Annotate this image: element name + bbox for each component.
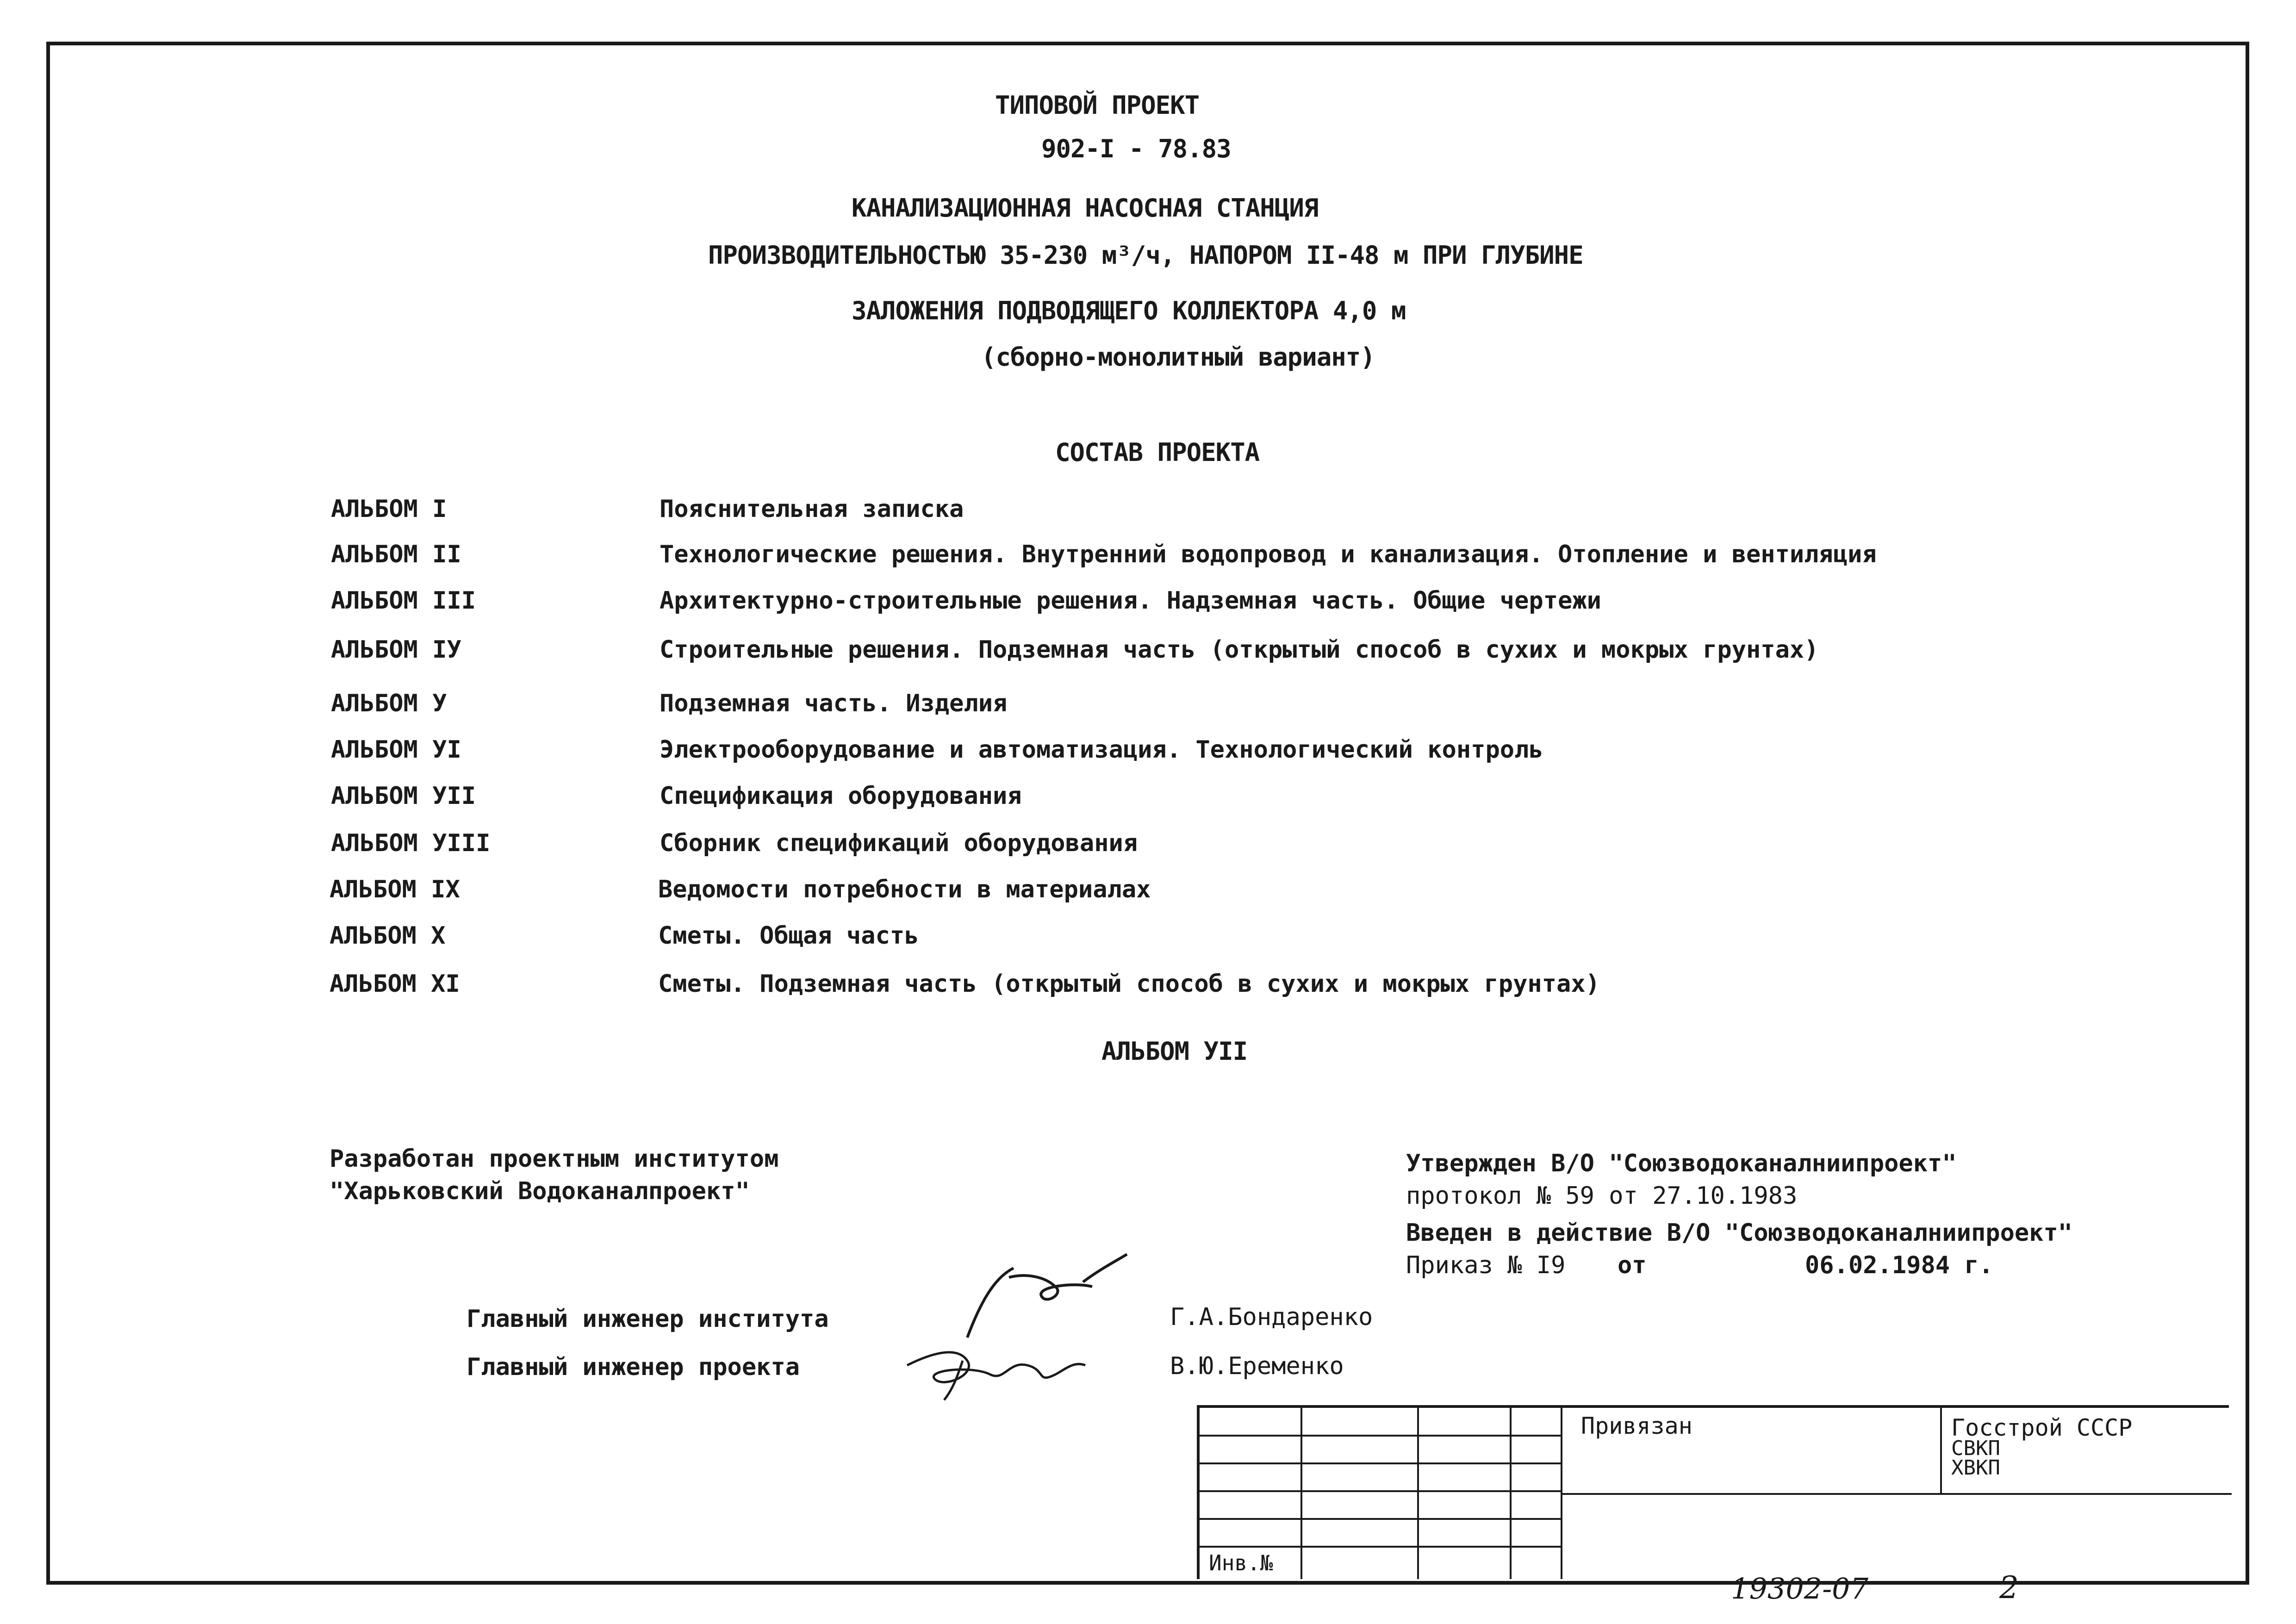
approval-order-date: 06.02.1984 г. (1805, 1251, 1993, 1279)
album-row (330, 970, 1949, 1002)
album-row (331, 829, 1951, 862)
doc-number: 19302-07 (1731, 1572, 1869, 1605)
header-capacity: ПРОИЗВОДИТЕЛЬНОСТЬЮ 35-230 м³/ч, НАПОРОМ II-48 м ПРИ ГЛУБИНЕ (708, 241, 1583, 270)
chief-project-title: Главный инженер проекта (467, 1353, 800, 1381)
signature-bondarenko (953, 1250, 1129, 1342)
chief-institute-name: Г.А.Бондаренко (1170, 1303, 1373, 1331)
album-number: АЛЬБОМ УI (331, 736, 461, 764)
chief-project-name: В.Ю.Еременко (1170, 1352, 1344, 1380)
album-description: Сметы. Подземная часть (открытый способ в сухих и мокрых грунтах) (658, 970, 1600, 998)
current-album: АЛЬБОМ УII (1101, 1037, 1248, 1066)
header-project-number: 902-I - 78.83 (1041, 134, 1231, 163)
chief-institute-title: Главный инженер института (467, 1305, 829, 1333)
album-number: АЛЬБОМ У (331, 690, 447, 717)
album-number: АЛЬБОМ III (331, 587, 476, 615)
album-row (331, 541, 1951, 573)
album-number: АЛЬБОМ УIII (331, 829, 491, 857)
approval-line-1: Утвержден В/О "Союзводоканалниипроект" (1406, 1150, 1957, 1177)
album-number: АЛЬБОМ I (331, 495, 447, 523)
album-description: Строительные решения. Подземная часть (открытый способ в сухих и мокрых грунтах) (660, 636, 1819, 664)
album-number: АЛЬБОМ IX (330, 876, 460, 903)
album-description: Архитектурно-строительные решения. Надземная часть. Общие чертежи (660, 587, 1601, 615)
developer-line-1: Разработан проектным институтом (330, 1145, 779, 1173)
header-title: КАНАЛИЗАЦИОННАЯ НАСОСНАЯ СТАНЦИЯ (852, 193, 1319, 223)
album-number: АЛЬБОМ II (331, 541, 461, 568)
album-row (331, 495, 1951, 528)
album-row (331, 736, 1951, 768)
header-variant: (сборно-монолитный вариант) (981, 342, 1375, 372)
album-number: АЛЬБОМ IУ (331, 636, 461, 664)
album-row (331, 587, 1951, 619)
approval-line-3: Введен в действие В/О "Союзводоканалниипроект" (1406, 1219, 2073, 1247)
header-depth: ЗАЛОЖЕНИЯ ПОДВОДЯЩЕГО КОЛЛЕКТОРА 4,0 м (852, 296, 1406, 325)
title-block (1197, 1405, 2229, 1579)
approval-order: Приказ № I9 (1406, 1251, 1566, 1279)
album-description: Сборник спецификаций оборудования (660, 829, 1138, 857)
album-description: Пояснительная записка (660, 495, 964, 523)
approval-order-from: от (1618, 1251, 1647, 1279)
signature-eremenko (898, 1333, 1092, 1402)
page-number: 2 (1999, 1570, 2019, 1605)
album-description: Ведомости потребности в материалах (658, 876, 1151, 903)
stamp-inventory-label: Инв.№ (1209, 1550, 1273, 1575)
album-row (331, 690, 1951, 722)
approval-protocol: протокол № 59 от 27.10.1983 (1406, 1182, 1798, 1210)
stamp-org-line-1: Госстрой СССР (1951, 1414, 2133, 1441)
album-row (330, 922, 1949, 954)
album-description: Спецификация оборудования (660, 782, 1022, 810)
stamp-org-line-3: ХВКП (1951, 1456, 2000, 1480)
album-number: АЛЬБОМ УII (331, 782, 476, 810)
album-description: Подземная часть. Изделия (660, 690, 1008, 717)
album-description: Электрооборудование и автоматизация. Технологический контроль (660, 736, 1543, 764)
album-number: АЛЬБОМ X (330, 922, 446, 950)
header-type: ТИПОВОЙ ПРОЕКТ (995, 91, 1200, 120)
album-row (331, 636, 1951, 668)
album-number: АЛЬБОМ XI (330, 970, 460, 998)
developer-line-2: "Харьковский Водоканалпроект" (330, 1177, 750, 1205)
composition-title: СОСТАВ ПРОЕКТА (1055, 438, 1260, 467)
album-row (331, 782, 1951, 815)
stamp-org-line-2: СВКП (1951, 1437, 2000, 1460)
album-description: Технологические решения. Внутренний водопровод и канализация. Отопление и вентиляция (660, 541, 1877, 568)
stamp-bound-label: Привязан (1581, 1412, 1692, 1439)
album-description: Сметы. Общая часть (658, 922, 919, 950)
album-row (330, 876, 1949, 908)
